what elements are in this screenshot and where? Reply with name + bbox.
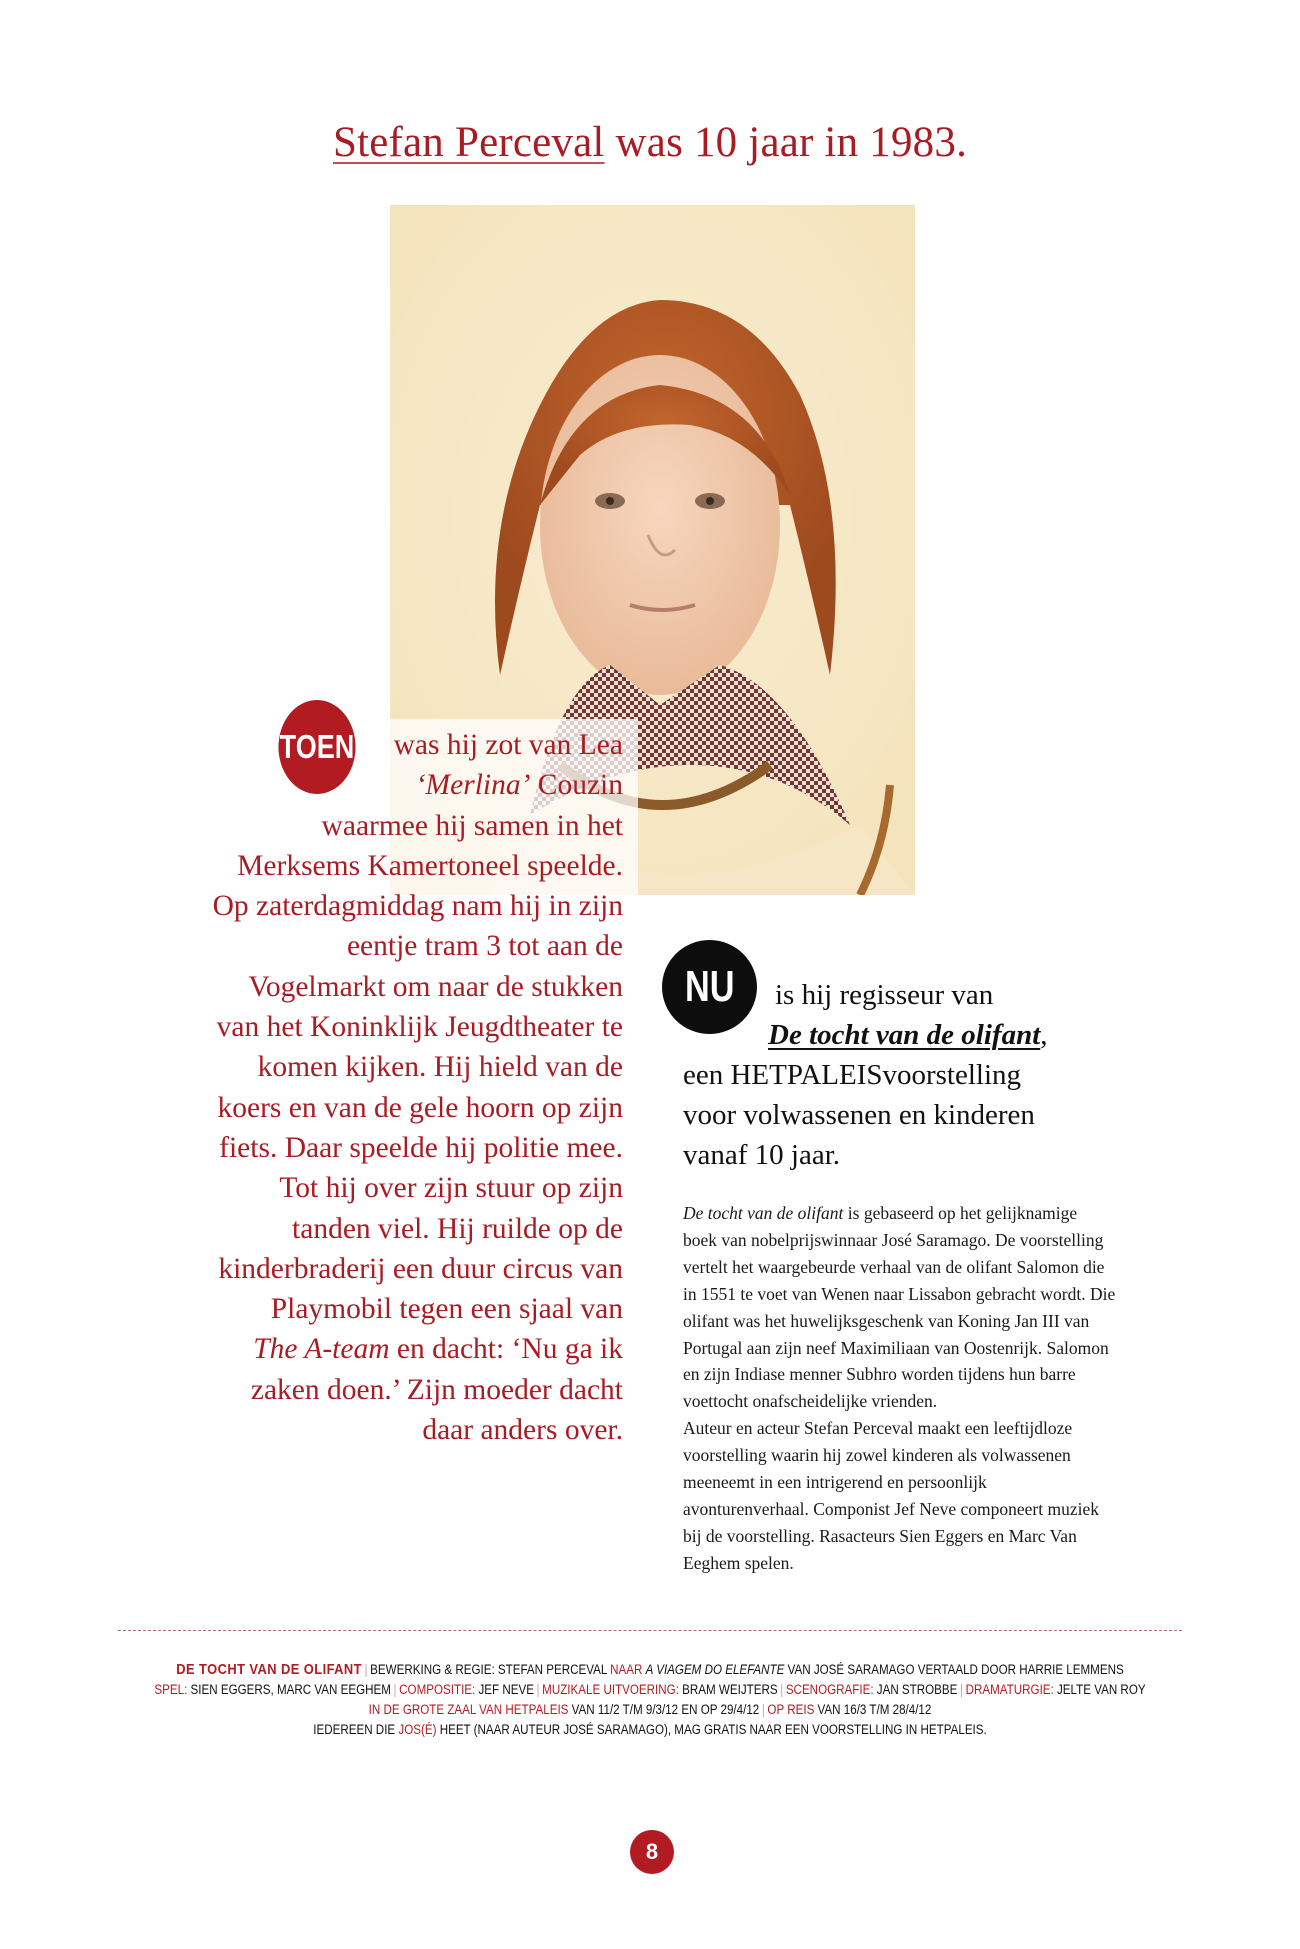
nu-line: is hij regisseur van xyxy=(775,979,994,1011)
toen-line: daar anders over. xyxy=(422,1414,623,1447)
credits-text: BRAM WEIJTERS xyxy=(678,1682,778,1697)
body-line: bij de voorstelling. Rasacteurs Sien Eggers en Marc Van xyxy=(683,1525,1077,1546)
body-line: in 1551 te voet van Wenen naar Lissabon gebracht wordt. Die xyxy=(683,1283,1116,1304)
nu-line: vanaf 10 jaar. xyxy=(683,1139,841,1171)
body-line: olifant was het huwelijksgeschenk van Koning Jan III van xyxy=(683,1310,1090,1331)
credits-label: DRAMATURGIE: xyxy=(965,1682,1054,1697)
toen-line: tanden viel. Hij ruilde op de xyxy=(292,1212,623,1245)
toen-line xyxy=(150,765,623,805)
dashed-divider xyxy=(118,1630,1182,1631)
toen-line: van het Koninklijk Jeugdtheater te xyxy=(216,1011,623,1044)
separator: | xyxy=(960,1682,964,1697)
toen-line: komen kijken. Hij hield van de xyxy=(257,1051,623,1084)
credits-text: JEF NEVE xyxy=(475,1682,534,1697)
credits-label: MUZIKALE UITVOERING: xyxy=(542,1682,679,1697)
credits-show-title: DE TOCHT VAN DE OLIFANT xyxy=(176,1661,362,1678)
body-line: en zijn Indiase menner Subhro worden tijdens hun barre xyxy=(683,1364,1076,1385)
credits-text: VAN JOSÉ SARAMAGO VERTAALD DOOR HARRIE LEMMENS xyxy=(784,1662,1124,1677)
toen-line: zaken doen.’ Zijn moeder dacht xyxy=(250,1373,623,1406)
toen-line: Merksems Kamertoneel speelde. xyxy=(237,849,623,882)
toen-line: koers en van de gele hoorn op zijn xyxy=(217,1091,623,1124)
page-number-badge xyxy=(630,1830,674,1874)
toen-badge-label: TOEN xyxy=(279,728,355,765)
body-line: boek van nobelprijswinnaar José Saramago. De voorstelling xyxy=(683,1229,1104,1250)
toen-line: kinderbraderij een duur circus van xyxy=(218,1252,623,1285)
credits-label: JOS(É) xyxy=(398,1722,437,1737)
credits-label: SPEL: xyxy=(154,1682,188,1697)
separator: | xyxy=(761,1702,765,1717)
credits-text: HEET (NAAR AUTEUR JOSÉ SARAMAGO), MAG GRATIS NAAR EEN VOORSTELLING IN HETPALEIS. xyxy=(436,1722,987,1737)
separator: | xyxy=(364,1662,368,1677)
body-line: vertelt het waargebeurde verhaal van de olifant Salomon die xyxy=(683,1256,1105,1277)
body-line: voorstelling waarin hij zowel kinderen als volwassenen xyxy=(683,1445,1071,1466)
credits-line-4 xyxy=(91,1720,1209,1740)
toen-line: Op zaterdagmiddag nam hij in zijn xyxy=(212,890,623,923)
credits-text: JELTE VAN ROY xyxy=(1053,1682,1146,1697)
page-title xyxy=(0,118,1300,167)
ateam-italic: The A-team xyxy=(253,1333,390,1366)
credits-text: IEDEREEN DIE xyxy=(313,1722,399,1737)
toen-line: waarmee hij samen in het xyxy=(321,809,623,842)
nu-line: een HETPALEISvoorstelling xyxy=(683,1059,1022,1091)
nu-paragraph xyxy=(683,975,1163,1175)
toen-line xyxy=(150,1329,623,1369)
credits-text: VAN 11/2 T/M 9/3/12 EN OP 29/4/12 xyxy=(568,1702,760,1717)
body-line: voettocht onafscheidelijke vrienden. xyxy=(683,1391,938,1412)
credits-label: OP REIS xyxy=(767,1702,815,1717)
body-line-part: is gebaseerd op het gelijknamige xyxy=(843,1203,1078,1223)
credits-text: JAN STROBBE xyxy=(873,1682,958,1697)
nu-badge-label: NU xyxy=(684,962,735,1011)
description-paragraph xyxy=(683,1200,1203,1577)
show-title-link[interactable]: De tocht van de olifant xyxy=(768,1019,1041,1051)
nu-line: voor volwassenen en kinderen xyxy=(683,1099,1035,1131)
nu-line xyxy=(683,1015,1163,1055)
credits-block xyxy=(0,1660,1300,1740)
toen-line: Vogelmarkt om naar de stukken xyxy=(248,970,623,1003)
title-rest: was 10 jaar in 1983. xyxy=(604,119,968,166)
body-line: Auteur en acteur Stefan Perceval maakt een leeftijdloze xyxy=(683,1418,1073,1439)
separator: | xyxy=(536,1682,540,1697)
toen-line-part: en dacht: ‘Nu ga ik xyxy=(389,1333,623,1366)
merlina-italic: ‘Merlina’ xyxy=(415,769,531,802)
show-title-italic: De tocht van de olifant xyxy=(683,1203,844,1223)
credits-label: SCENOGRAFIE: xyxy=(785,1682,874,1697)
toen-line: Playmobil tegen een sjaal van xyxy=(270,1293,623,1326)
credits-label: COMPOSITIE: xyxy=(399,1682,476,1697)
credits-text: VAN 16/3 T/M 28/4/12 xyxy=(814,1702,932,1717)
toen-line: eentje tram 3 tot aan de xyxy=(346,930,623,963)
toen-paragraph xyxy=(150,725,623,1450)
title-name-link[interactable]: Stefan Perceval xyxy=(332,119,605,166)
separator: | xyxy=(780,1682,784,1697)
credits-book-title: A VIAGEM DO ELEFANTE xyxy=(645,1662,785,1677)
credits-line-2 xyxy=(91,1680,1209,1700)
body-line: Portugal aan zijn neef Maximiliaan van Oostenrijk. Salomon xyxy=(683,1337,1109,1358)
separator: | xyxy=(393,1682,397,1697)
credits-label: NAAR xyxy=(610,1662,646,1677)
toen-line: was hij zot van Lea xyxy=(393,729,623,761)
page-number: 8 xyxy=(645,1839,659,1864)
body-line: meeneemt in een intrigerend en persoonlijk xyxy=(683,1472,987,1493)
body-line: avonturenverhaal. Componist Jef Neve componeert muziek xyxy=(683,1498,1099,1519)
credits-text: BEWERKING & REGIE: STEFAN PERCEVAL xyxy=(370,1662,611,1677)
credits-line-3 xyxy=(91,1700,1209,1720)
toen-line-part: Couzin xyxy=(537,769,623,802)
credits-label: IN DE GROTE ZAAL VAN HETPALEIS xyxy=(368,1702,569,1717)
toen-line: fiets. Daar speelde hij politie mee. xyxy=(219,1131,623,1164)
nu-comma: , xyxy=(1040,1019,1048,1051)
body-line xyxy=(683,1200,1203,1227)
credits-line-1 xyxy=(91,1660,1209,1680)
toen-line: Tot hij over zijn stuur op zijn xyxy=(279,1172,623,1205)
body-line: Eeghem spelen. xyxy=(683,1552,794,1573)
credits-text: SIEN EGGERS, MARC VAN EEGHEM xyxy=(187,1682,391,1697)
